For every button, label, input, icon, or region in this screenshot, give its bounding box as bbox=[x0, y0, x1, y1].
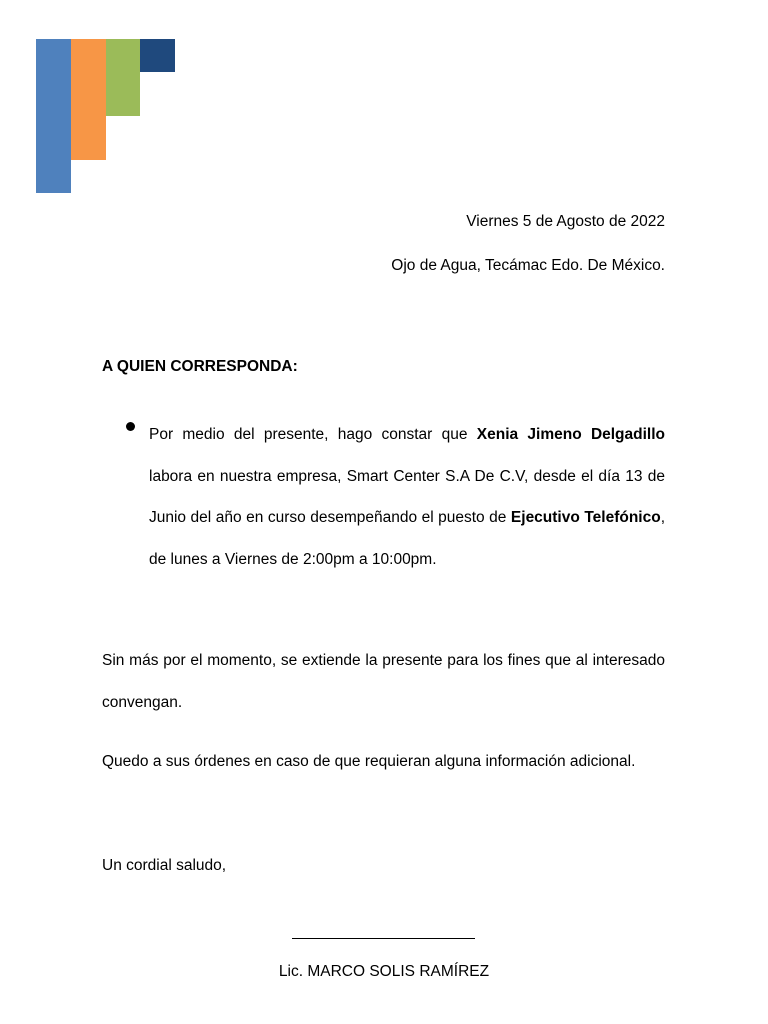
company-logo bbox=[36, 39, 176, 193]
letter-place: Ojo de Agua, Tecámac Edo. De México. bbox=[391, 257, 665, 274]
closing-greeting: Un cordial saludo, bbox=[102, 857, 227, 874]
bullet-text-part3: , de lunes a Viernes de 2:00pm a 10:00pm. bbox=[149, 509, 665, 568]
closing-paragraph: Sin más por el momento, se extiende la presente para los fines que al interesado convengan. bbox=[102, 652, 665, 711]
bullet-text-part1: Por medio del presente, hago constar que bbox=[149, 426, 477, 443]
employee-name: Xenia Jimeno Delgadillo bbox=[476, 426, 666, 443]
bullet-paragraph bbox=[149, 414, 665, 580]
availability-paragraph: Quedo a sus órdenes en caso de que requieran alguna información adicional. bbox=[102, 753, 636, 770]
logo-bar-blue bbox=[36, 39, 71, 193]
logo-bar-navy bbox=[140, 39, 175, 72]
signature-line bbox=[292, 938, 475, 939]
letter-date: Viernes 5 de Agosto de 2022 bbox=[466, 213, 665, 230]
letter-salutation: A QUIEN CORRESPONDA: bbox=[102, 358, 298, 375]
employee-position: Ejecutivo Telefónico bbox=[510, 509, 661, 527]
logo-bar-orange bbox=[71, 39, 106, 160]
bullet-text-part2: labora en nuestra empresa, Smart Center S.A De C.V, desde el día 13 de Junio del año en curso desempeñando el puesto de bbox=[149, 467, 665, 527]
logo-bar-green bbox=[106, 39, 140, 116]
bullet-icon bbox=[126, 422, 135, 431]
signer-name: Lic. MARCO SOLIS RAMÍREZ bbox=[278, 963, 490, 980]
